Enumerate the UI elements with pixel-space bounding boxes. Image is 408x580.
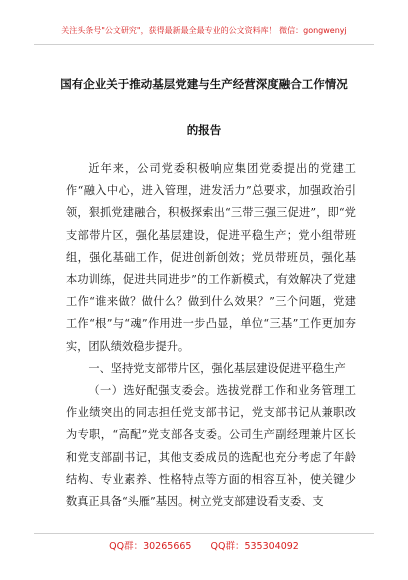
paragraph: （一）选好配强支委会。选拔党群工作和业务管理工作业绩突出的同志担任党支部书记，党支部书记从兼职改为专职，“高配”党支部各支委。公司生产副经理兼片区长和党支部副书记，其他支委成员的选配也充分考虑了年龄结构、专业素养、性格特点等方面的相容互补，使关键少数真正具备“头雁”基因。树立党支部建设看支委、支 [66, 384, 356, 509]
section-heading: 一、坚持党支部带片区，强化基层建设促进平稳生产 [88, 361, 346, 375]
top-banner: 关注头条号"公文研究"，获得最新最全最专业的公文资料库！ 微信：gongwenyj [34, 18, 374, 45]
paragraph: 近年来，公司党委积极响应集团党委提出的党建工作“融入中心，进入管理，进发活力”总要求，加强政治引领，狠抓党建融合，积极探索出“三带三强三促进”，即“党支部带片区，强化基层建设，促进平稳生产；党小组带班组，强化基础工作，促进创新创效；党员带班员，强化基本功训练，促进共同进步”的工作新模式，有效解决了党建工作“谁来做？做什么？做到什么效果？”三个问题，党建工作“根”与“魂”作用进一步凸显，单位“三基”工作更加夯实，团队绩效稳步提升。 [66, 162, 356, 353]
footer [34, 533, 374, 552]
footer-qq-group-2: QQ群：535304092 [210, 541, 299, 552]
document-title-continued: 的报告 [186, 123, 222, 137]
document-body [66, 158, 356, 513]
footer-qq-group-1: QQ群：30265665 [109, 541, 192, 552]
document-title: 国有企业关于推动基层党建与生产经营深度融合工作情况 [60, 77, 348, 91]
